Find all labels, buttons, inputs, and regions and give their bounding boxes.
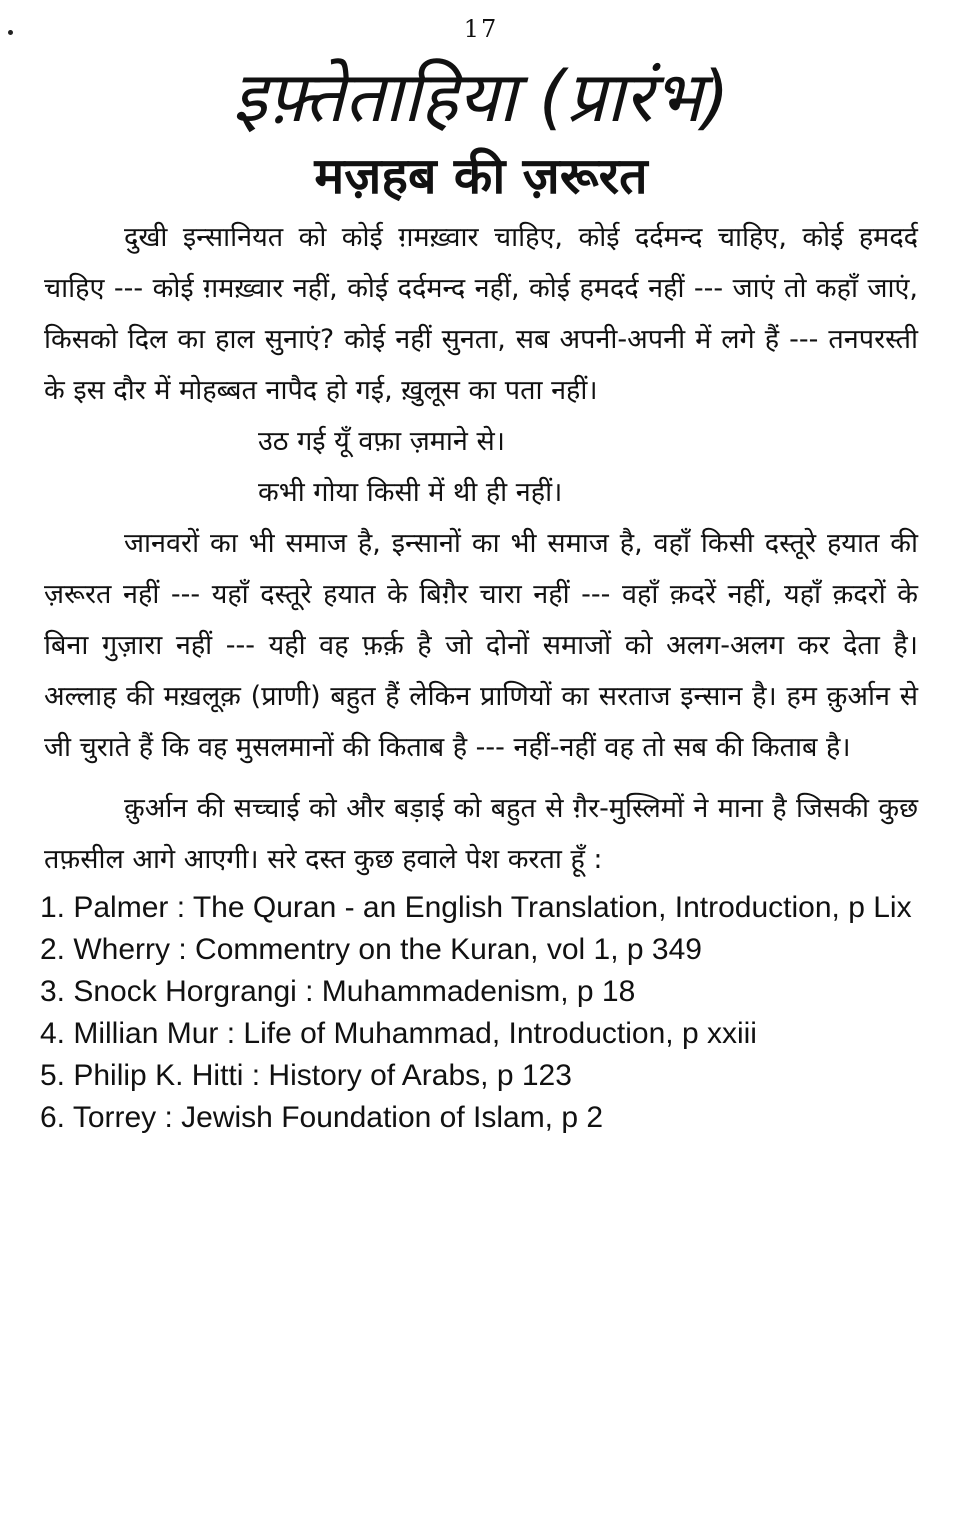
reference-item: 4. Millian Mur : Life of Muhammad, Introduction, p xxiii xyxy=(40,1017,757,1050)
paragraph-1: दुखी इन्सानियत को कोई ग़मख़्वार चाहिए, कोई दर्दमन्द चाहिए, कोई हमदर्द चाहिए --- कोई ग़मख़्वार नहीं, कोई दर्दमन्द नहीं, कोई हमदर्द नहीं --- जाएं तो कहाँ जाएं, किसको दिल का हाल सुनाएं? कोई नहीं सुनता, सब अपनी-अपनी में लगे हैं --- तनपरस्ती के इस दौर में मोहब्बत नापैद हो गई, ख़ुलूस का पता नहीं। xyxy=(44,222,918,406)
scan-speck xyxy=(8,30,13,35)
chapter-title: इफ़्तेताहिया (प्रारंभ) xyxy=(232,56,730,138)
reference-list xyxy=(40,887,918,1139)
reference-item: 5. Philip K. Hitti : History of Arabs, p 123 xyxy=(40,1059,572,1092)
reference-item: 2. Wherry : Commentry on the Kuran, vol 1, p 349 xyxy=(40,933,702,966)
paragraph-2: जानवरों का भी समाज है, इन्सानों का भी समाज है, वहाँ किसी दस्तूरे हयात की ज़रूरत नहीं --- यहाँ दस्तूरे हयात के बिग़ैर चारा नहीं --- वहाँ क़दरें नहीं, यहाँ क़दरों के बिना गुज़ारा नहीं --- यही वह फ़र्क़ है जो दोनों समाजों को अलग-अलग कर देता है। अल्लाह की मख़लूक़ (प्राणी) बहुत हैं लेकिन प्राणियों का सरताज इन्सान है। हम क़ुर्आन से जी चुराते हैं कि वह मुसलमानों की किताब है --- नहीं-नहीं वह तो सब की किताब है। xyxy=(44,528,918,763)
couplet-line-1: उठ गई यूँ वफ़ा ज़माने से। xyxy=(258,426,505,457)
couplet-line-2: कभी गोया किसी में थी ही नहीं। xyxy=(258,477,563,508)
reference-item: 3. Snock Horgrangi : Muhammadenism, p 18 xyxy=(40,975,636,1008)
section-title: मज़हब की ज़रूरत xyxy=(314,147,648,205)
reference-item: 1. Palmer : The Quran - an English Translation, Introduction, p Lix xyxy=(40,891,912,924)
reference-item: 6. Torrey : Jewish Foundation of Islam, p 2 xyxy=(40,1101,604,1134)
couplet xyxy=(44,416,918,518)
page-number: 17 xyxy=(463,15,499,43)
paragraph-3: क़ुर्आन की सच्चाई को और बड़ाई को बहुत से ग़ैर-मुस्लिमों ने माना है जिसकी कुछ तफ़सील आगे आएगी। सरे दस्त कुछ हवाले पेश करता हूँ : xyxy=(44,793,918,875)
